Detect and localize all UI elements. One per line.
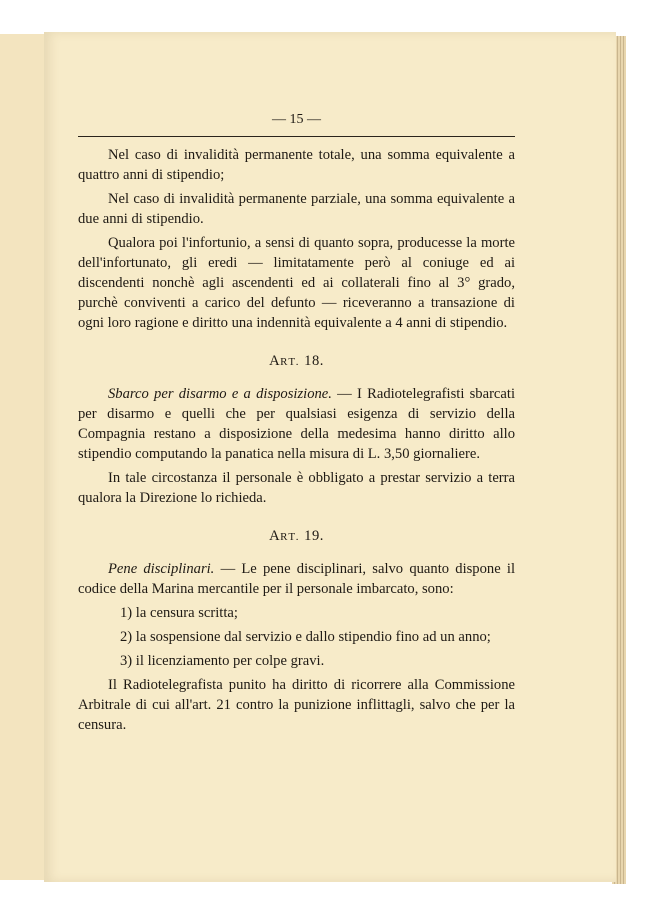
- paragraph-permanent-partial: Nel caso di invalidità permanente parziale, una somma equivalente a due anni di stipendio.: [78, 191, 515, 227]
- page-content: [78, 110, 515, 739]
- article-18-text: — I Radiotelegrafisti sbarcati per disarmo e quelli che per qualsiasi esigenza di servizio della Compagnia restano a disposizione della medesima hanno diritto allo stipendio computando la panatica nella misura di L. 3,50 giornaliere.: [78, 386, 515, 462]
- article-18-paragraph: [78, 384, 515, 464]
- paragraph-permanent-total: Nel caso di invalidità permanente totale, una somma equivalente a quattro anni di stipendio;: [78, 147, 515, 183]
- header-rule: [78, 136, 515, 137]
- page-number: — 15 —: [272, 112, 321, 127]
- article-19-item-1: 1) la censura scritta;: [120, 605, 238, 621]
- article-18-heading-small: RT.: [280, 356, 300, 368]
- article-18-title: Sbarco per disarmo e a disposizione.: [108, 386, 332, 402]
- article-19-paragraph: [78, 559, 515, 599]
- article-18-heading-prefix: A: [269, 353, 281, 369]
- article-19-text: — Le pene disciplinari, salvo quanto dispone il codice della Marina mercantile per il personale imbarcato, sono:: [78, 561, 516, 597]
- article-19-title: Pene disciplinari.: [108, 561, 215, 577]
- article-19-number: 19.: [304, 528, 324, 544]
- article-19-heading-small: RT.: [280, 531, 300, 543]
- article-19-heading: [78, 526, 515, 547]
- article-19-item-2: 2) la sospensione dal servizio e dallo stipendio fino ad un anno;: [120, 629, 491, 645]
- paragraph-death: Qualora poi l'infortunio, a sensi di quanto sopra, producesse la morte dell'infortunato, gli eredi — limitatamente però al coniuge ed ai discendenti nonchè agli ascendenti ed ai collaterali fino al 3° grado, purchè conviventi a carico del defunto — riceveranno a transazione di ogni loro ragione e diritto una indennità equivalente a 4 anni di stipendio.: [78, 235, 515, 331]
- article-18-heading: [78, 351, 515, 372]
- article-19-item-3: 3) il licenziamento per colpe gravi.: [120, 653, 325, 669]
- article-19-final: Il Radiotelegrafista punito ha diritto di ricorrere alla Commissione Arbitrale di cui all'art. 21 contro la punizione inflittagli, salvo che per la censura.: [78, 677, 515, 733]
- left-page: [0, 34, 45, 880]
- article-18-paragraph-2: In tale circostanza il personale è obbligato a prestar servizio a terra qualora la Direzione lo richieda.: [78, 470, 515, 506]
- article-18-number: 18.: [304, 353, 324, 369]
- article-19-heading-prefix: A: [269, 528, 281, 544]
